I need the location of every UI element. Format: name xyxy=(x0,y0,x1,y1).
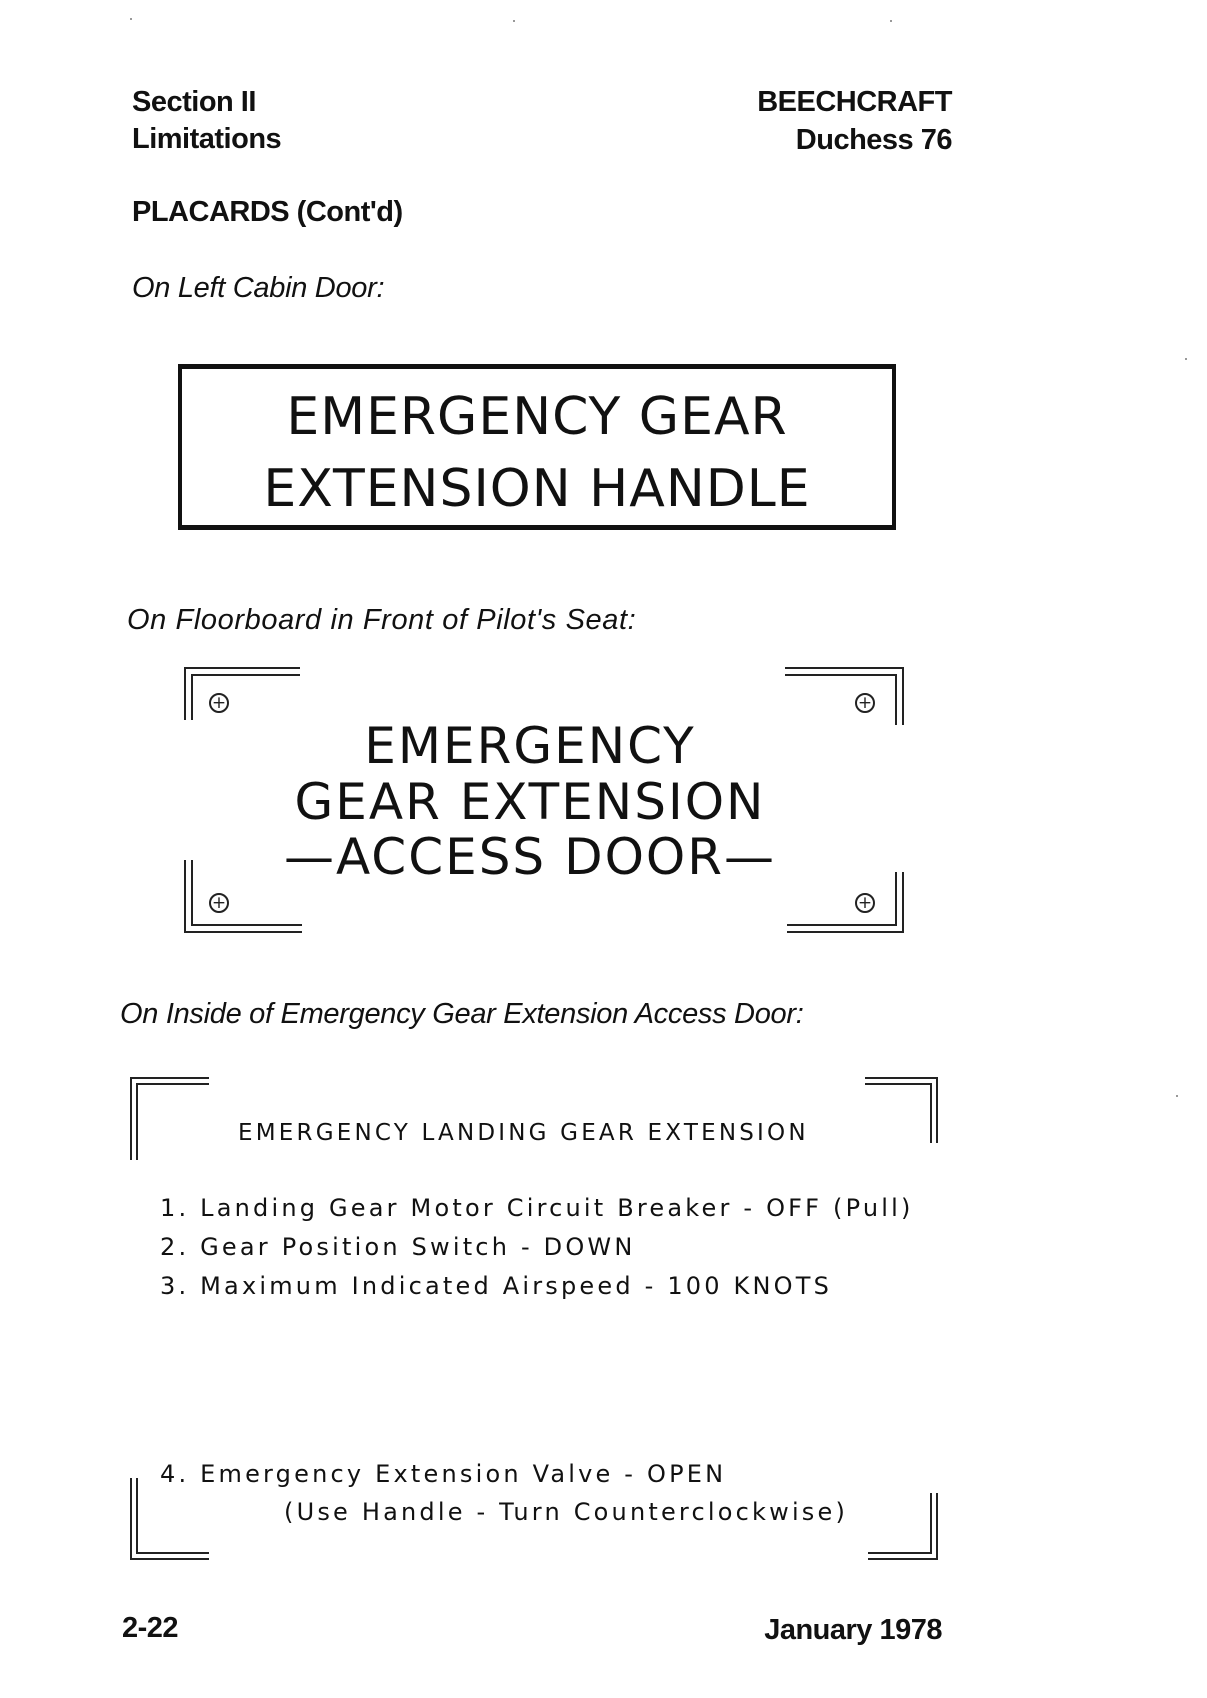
corner-bracket-bottom-right xyxy=(868,1493,937,1559)
placard-3-step-1: 1. Landing Gear Motor Circuit Breaker - OFF (Pull) xyxy=(160,1194,914,1222)
corner-bracket-top-left xyxy=(131,1078,209,1160)
subsection-label: Limitations xyxy=(132,123,282,155)
screw-icon: + xyxy=(855,893,875,913)
corner-bracket-top-left xyxy=(185,668,300,720)
model-label: Duchess 76 xyxy=(795,124,952,156)
placard-1-frame xyxy=(178,364,896,530)
screw-icon: + xyxy=(855,693,875,713)
placard-2-line-2: GEAR EXTENSION xyxy=(294,773,766,831)
placard-3-step-4-note: (Use Handle - Turn Counterclockwise) xyxy=(284,1498,849,1526)
page-number: 2-22 xyxy=(122,1612,179,1644)
screw-icon: + xyxy=(209,693,229,713)
placard-3-step-4: 4. Emergency Extension Valve - OPEN xyxy=(160,1460,727,1488)
scan-speck xyxy=(130,18,132,20)
scan-speck xyxy=(513,20,515,22)
manufacturer-label: BEECHCRAFT xyxy=(757,86,952,118)
placard-3-location: On Inside of Emergency Gear Extension Access Door: xyxy=(120,998,804,1030)
scan-speck xyxy=(1176,1095,1178,1097)
placard-3-step-3: 3. Maximum Indicated Airspeed - 100 KNOTS xyxy=(160,1272,833,1300)
placard-2-line-3: —ACCESS DOOR— xyxy=(283,828,777,886)
page-heading: PLACARDS (Cont'd) xyxy=(132,196,403,228)
placard-3-step-2: 2. Gear Position Switch - DOWN xyxy=(160,1233,636,1261)
placard-1-location: On Left Cabin Door: xyxy=(132,272,385,304)
placard-2-location: On Floorboard in Front of Pilot's Seat: xyxy=(127,604,637,636)
scan-speck xyxy=(1185,358,1187,360)
placard-1-line-2: EXTENSION HANDLE xyxy=(263,459,811,519)
scan-speck xyxy=(890,20,892,22)
corner-bracket-top-right xyxy=(865,1078,937,1143)
footer-date: January 1978 xyxy=(764,1614,942,1646)
placard-1-line-1: EMERGENCY GEAR xyxy=(286,387,788,447)
corner-bracket-bottom-left xyxy=(131,1478,209,1559)
placard-3-title: EMERGENCY LANDING GEAR EXTENSION xyxy=(238,1120,809,1146)
placard-2-line-1: EMERGENCY xyxy=(364,717,696,775)
section-label: Section II xyxy=(132,86,256,118)
screw-icon: + xyxy=(209,893,229,913)
